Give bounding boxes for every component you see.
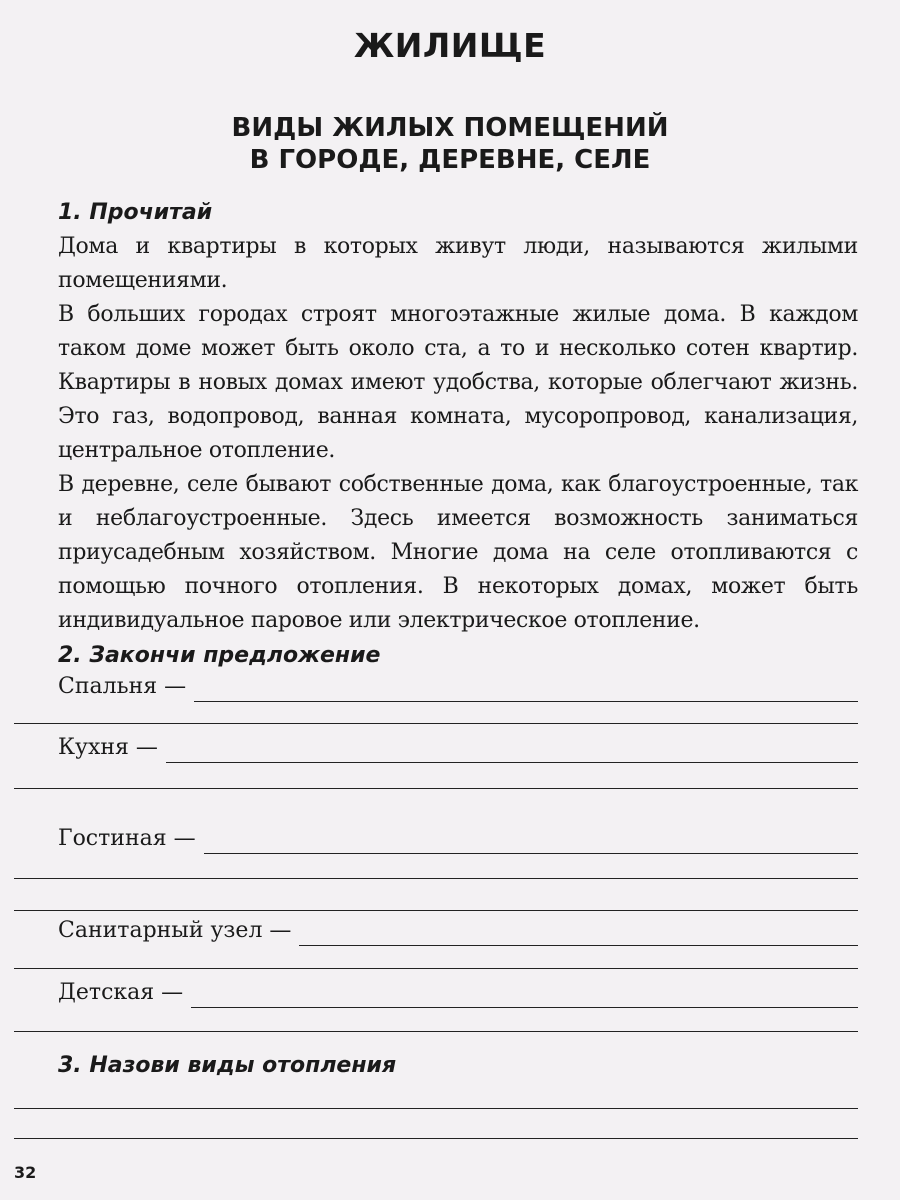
answer-row-bedroom (58, 672, 858, 702)
subtitle-line-1: ВИДЫ ЖИЛЫХ ПОМЕЩЕНИЙ (231, 113, 669, 143)
answer-line[interactable] (14, 1108, 858, 1109)
task1-paragraph-2: В больших городах строят многоэтажные жилые дома. В каждом таком доме может быть около ста, а то и несколько сотен квартир. Квартиры в новых домах имеют удобства, которые облегчают жизнь. Это газ, водопровод, ванная комната, мусоропровод, канализация, центральное отопление. (58, 302, 858, 463)
answer-row-kitchen (58, 733, 858, 763)
answer-line[interactable] (14, 1031, 858, 1032)
kitchen-answer-line[interactable] (166, 740, 858, 763)
task3-heading: 3. Назови виды отопления (58, 1053, 397, 1078)
nursery-label: Детская — (58, 980, 184, 1005)
subtitle-line-2: В ГОРОДЕ, ДЕРЕВНЕ, СЕЛЕ (249, 145, 651, 175)
task2-heading: 2. Закончи предложение (58, 643, 381, 668)
task1-paragraph-1: Дома и квартиры в которых живут люди, называются жилыми помещениями. (58, 234, 858, 293)
answer-row-bathroom (58, 916, 858, 946)
lesson-subtitle (0, 112, 900, 176)
answer-line[interactable] (14, 878, 858, 879)
task1-text (58, 230, 858, 298)
bedroom-answer-line[interactable] (194, 679, 858, 702)
bedroom-label: Спальня — (58, 674, 187, 699)
answer-line[interactable] (14, 1138, 858, 1139)
bathroom-answer-line[interactable] (299, 923, 858, 946)
task1-heading: 1. Прочитай (58, 200, 213, 225)
living-room-answer-line[interactable] (204, 831, 858, 854)
page-title: ЖИЛИЩЕ (353, 26, 547, 65)
answer-line[interactable] (14, 723, 858, 724)
answer-row-nursery (58, 978, 858, 1008)
answer-row-living-room (58, 824, 858, 854)
page-number: 32 (14, 1163, 37, 1182)
task1-text-2 (58, 298, 858, 468)
bathroom-label: Санитарный узел — (58, 918, 292, 943)
task1-text-3 (58, 468, 858, 638)
task1-paragraph-3: В деревне, селе бывают собственные дома, как благоустроенные, так и неблагоустроенные. Здесь имеется возможность заниматься приусадебным хозяйством. Многие дома на селе отопливаются с помощью почного отопления. В некоторых домах, может быть индивидуальное паровое или электрическое отопление. (58, 472, 858, 633)
answer-line[interactable] (14, 968, 858, 969)
nursery-answer-line[interactable] (191, 985, 858, 1008)
living-room-label: Гостиная — (58, 826, 196, 851)
answer-line[interactable] (14, 788, 858, 789)
kitchen-label: Кухня — (58, 735, 158, 760)
answer-line[interactable] (14, 910, 858, 911)
